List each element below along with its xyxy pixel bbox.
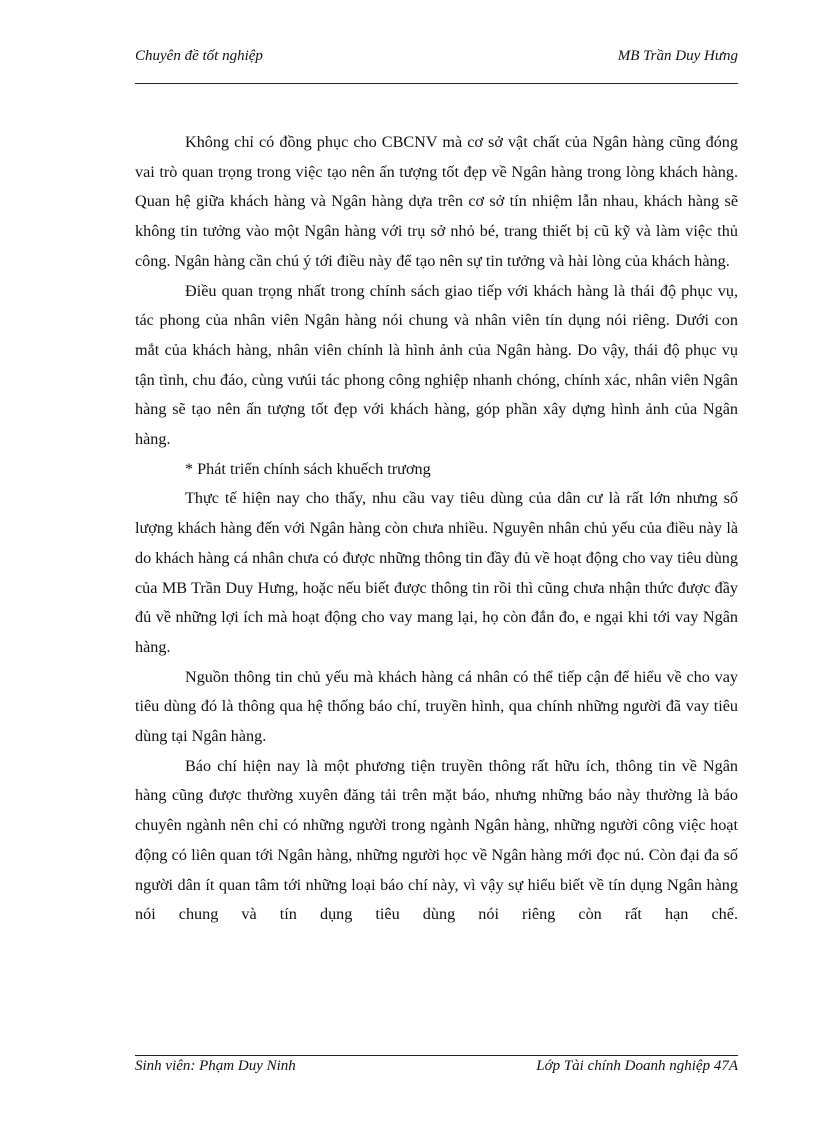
footer-class-name: Lớp Tài chính Doanh nghiệp 47A (536, 1058, 738, 1074)
header-divider (135, 83, 738, 84)
section-heading-promotion-policy: * Phát triển chính sách khuếch trương (185, 459, 431, 478)
header-branch-name: MB Trần Duy Hưng (617, 48, 738, 64)
page-header (135, 48, 738, 72)
footer-divider (135, 1055, 738, 1056)
page-footer (135, 1058, 738, 1082)
document-body (135, 128, 738, 930)
footer-student-name: Sinh viên: Phạm Duy Ninh (135, 1058, 296, 1074)
paragraph-information-sources: Nguồn thông tin chủ yếu mà khách hàng cá nhân có thể tiếp cận để hiểu về cho vay tiêu dùng đó là thông qua hệ thống báo chí, truyền hình, qua chính những người đã vay tiêu dùng tại Ngân hàng. (135, 667, 738, 746)
paragraph-staff-attitude: Điều quan trọng nhất trong chính sách giao tiếp với khách hàng là thái độ phục vụ, tác phong của nhân viên Ngân hàng nói chung và nhân viên tín dụng nói riêng. Dưới con mắt của khách hàng, nhân viên chính là hình ảnh của Ngân hàng. Do vậy, thái độ phục vụ tận tình, chu đáo, cùng vưúi tác phong công nghiệp nhanh chóng, chính xác, nhân viên Ngân hàng sẽ tạo nên ấn tượng tốt đẹp với khách hàng, góp phần xây dựng hình ảnh của Ngân hàng. (135, 281, 738, 449)
header-document-title: Chuyên đề tốt nghiệp (135, 48, 263, 64)
paragraph-press: Báo chí hiện nay là một phương tiện truyền thông rất hữu ích, thông tin về Ngân hàng cũng được thường xuyên đăng tải trên mặt báo, nhưng những báo này thường là báo chuyên ngành nên chỉ có những người trong ngành Ngân hàng, những người công việc hoạt động có liên quan tới Ngân hàng, những người học về Ngân hàng mới đọc nú. Còn đại đa số người dân ít quan tâm tới những loại báo chí này, vì vậy sự hiểu biết về tín dụng Ngân hàng nói chung và tín dụng tiêu dùng nói riêng còn rất hạn chế. (135, 756, 738, 924)
paragraph-facilities: Không chỉ có đồng phục cho CBCNV mà cơ sở vật chất của Ngân hàng cũng đóng vai trò quan trọng trong việc tạo nên ấn tượng tốt đẹp về Ngân hàng trong lòng khách hàng. Quan hệ giữa khách hàng và Ngân hàng dựa trên cơ sở tín nhiệm lẫn nhau, khách hàng sẽ không tin tưởng vào một Ngân hàng với trụ sở nhỏ bé, trang thiết bị cũ kỹ và làm việc thủ công. Ngân hàng cần chú ý tới điều này để tạo nên sự tin tưởng và hài lòng của khách hàng. (135, 133, 738, 270)
paragraph-current-demand: Thực tế hiện nay cho thấy, nhu cầu vay tiêu dùng của dân cư là rất lớn nhưng số lượng khách hàng đến với Ngân hàng còn chưa nhiều. Nguyên nhân chủ yếu của điều này là do khách hàng cá nhân chưa có được những thông tin đầy đủ về hoạt động cho vay tiêu dùng của MB Trần Duy Hưng, hoặc nếu biết được thông tin rồi thì cũng chưa nhận thức được đầy đủ về những lợi ích mà hoạt động cho vay mang lại, họ còn đắn đo, e ngại khi tới vay Ngân hàng. (135, 489, 738, 656)
